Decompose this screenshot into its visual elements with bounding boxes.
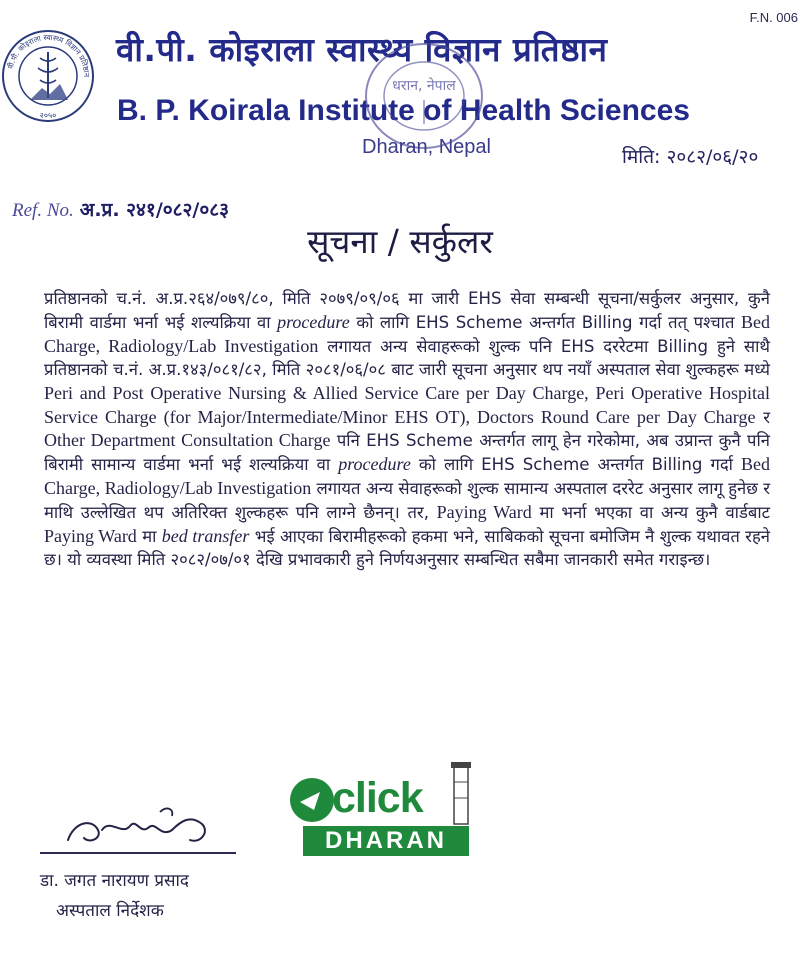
body-text: लगायत अन्य सेवाहरूको शुल्क सामान्य अस्पताल दररेट अनुसार लागू हुनेछ र माथि उल्लेखित थप अतिरिक्त शुल्कहरू पनि लाग्ने छैनन्। तर, [44,479,770,523]
body-text: प्रतिष्ठानको च.नं. अ.प्र.२६४/०७९/८०, मिति २०७९/०९/०६ मा जारी EHS सेवा सम्बन्धी सूचना/सर्कुलर अनुसार, कुनै बिरामी वार्डमा भर्ना भई शल्यक्रिया वा [44,289,770,332]
institute-name-nepali: वी.पी. कोइराला स्वास्थ्य विज्ञान प्रतिष्ठान [116,30,608,69]
notice-body [44,288,770,572]
body-text: Paying Ward [44,526,137,547]
body-text: Bed Charge, Radiology/Lab Investigation [44,311,770,356]
watermark-word-bottom: DHARAN [303,826,469,856]
body-text: मा [136,527,162,547]
body-text: भई आएका बिरामीहरूको हकमा भने, साबिकको सूचना बमोजिम नै शुल्क यथावत रहने छ। यो व्यवस्था मिति २०८२/०७/०१ देखि प्रभावकारी हुने निर्णयअनुसार सम्बन्धित सबैमा जानकारी समेत गराइन्छ। [44,527,770,569]
watermark-word-top: click [332,774,423,822]
institute-name-english: B. P. Koirala Institute of Health Sciences [117,94,690,127]
body-text: को लागि EHS Scheme अन्तर्गत Billing गर्दा [410,455,741,475]
body-text: मा भर्ना भएका वा अन्य कुनै वार्डबाट [531,503,770,523]
signatory-name: डा. जगत नारायण प्रसाद [40,871,189,891]
body-text: Peri and Post Operative Nursing & Allied Service Care per Day Charge, Peri Operative Hospital Service Charge (for Major/Intermediate/Minor EHS OT), Doctors Round Care per Day Charge [44,382,770,427]
form-number: F.N. 006 [749,10,798,25]
handwritten-signature [40,800,240,860]
institute-location: Dharan, Nepal [362,136,491,158]
body-text: procedure [277,311,350,332]
body-text: procedure [338,454,411,475]
body-text: bed transfer [161,526,250,547]
reference-value: अ.प्र. २४१/०८२/०८३ [79,199,229,221]
body-text: Bed Charge, Radiology/Lab Investigation [44,454,770,499]
body-text: Other Department Consultation Charge [44,430,331,451]
body-text: पनि EHS Scheme अन्तर्गत लागू हेन गरेकोमा, अब उप्रान्त कुनै पनि बिरामी सामान्य वार्डमा भर्ना भई शल्यक्रिया वा [44,431,770,475]
body-text: को लागि EHS Scheme अन्तर्गत Billing गर्दा तत् पश्चात [349,312,741,332]
seal-text: धरान, नेपाल [392,78,456,94]
signature-line [40,852,236,854]
institute-logo [0,28,96,124]
body-text: लगायत अन्य सेवाहरूको शुल्क पनि EHS दररेटमा Billing हुने साथै प्रतिष्ठानको च.नं. अ.प्र.१४३/०८१/८२, मिति २०८१/०६/०८ बाट जारी सूचना अनुसार थप नयाँ अस्पताल सेवा शुल्कहरू मध्ये [44,336,770,379]
logo-year: २०५० [39,111,57,120]
signatory-title: अस्पताल निर्देशक [56,901,164,921]
logo-ring-text: वी.पी. कोइराला स्वास्थ्य विज्ञान प्रतिष्ठान [5,32,92,78]
reference-label: Ref. No. [12,200,74,221]
notice-date: मिति: २०८२/०६/२० [622,146,759,168]
notice-heading: सूचना / सर्कुलर [307,222,493,261]
body-text: र [755,407,771,427]
body-text: Paying Ward [436,502,532,523]
